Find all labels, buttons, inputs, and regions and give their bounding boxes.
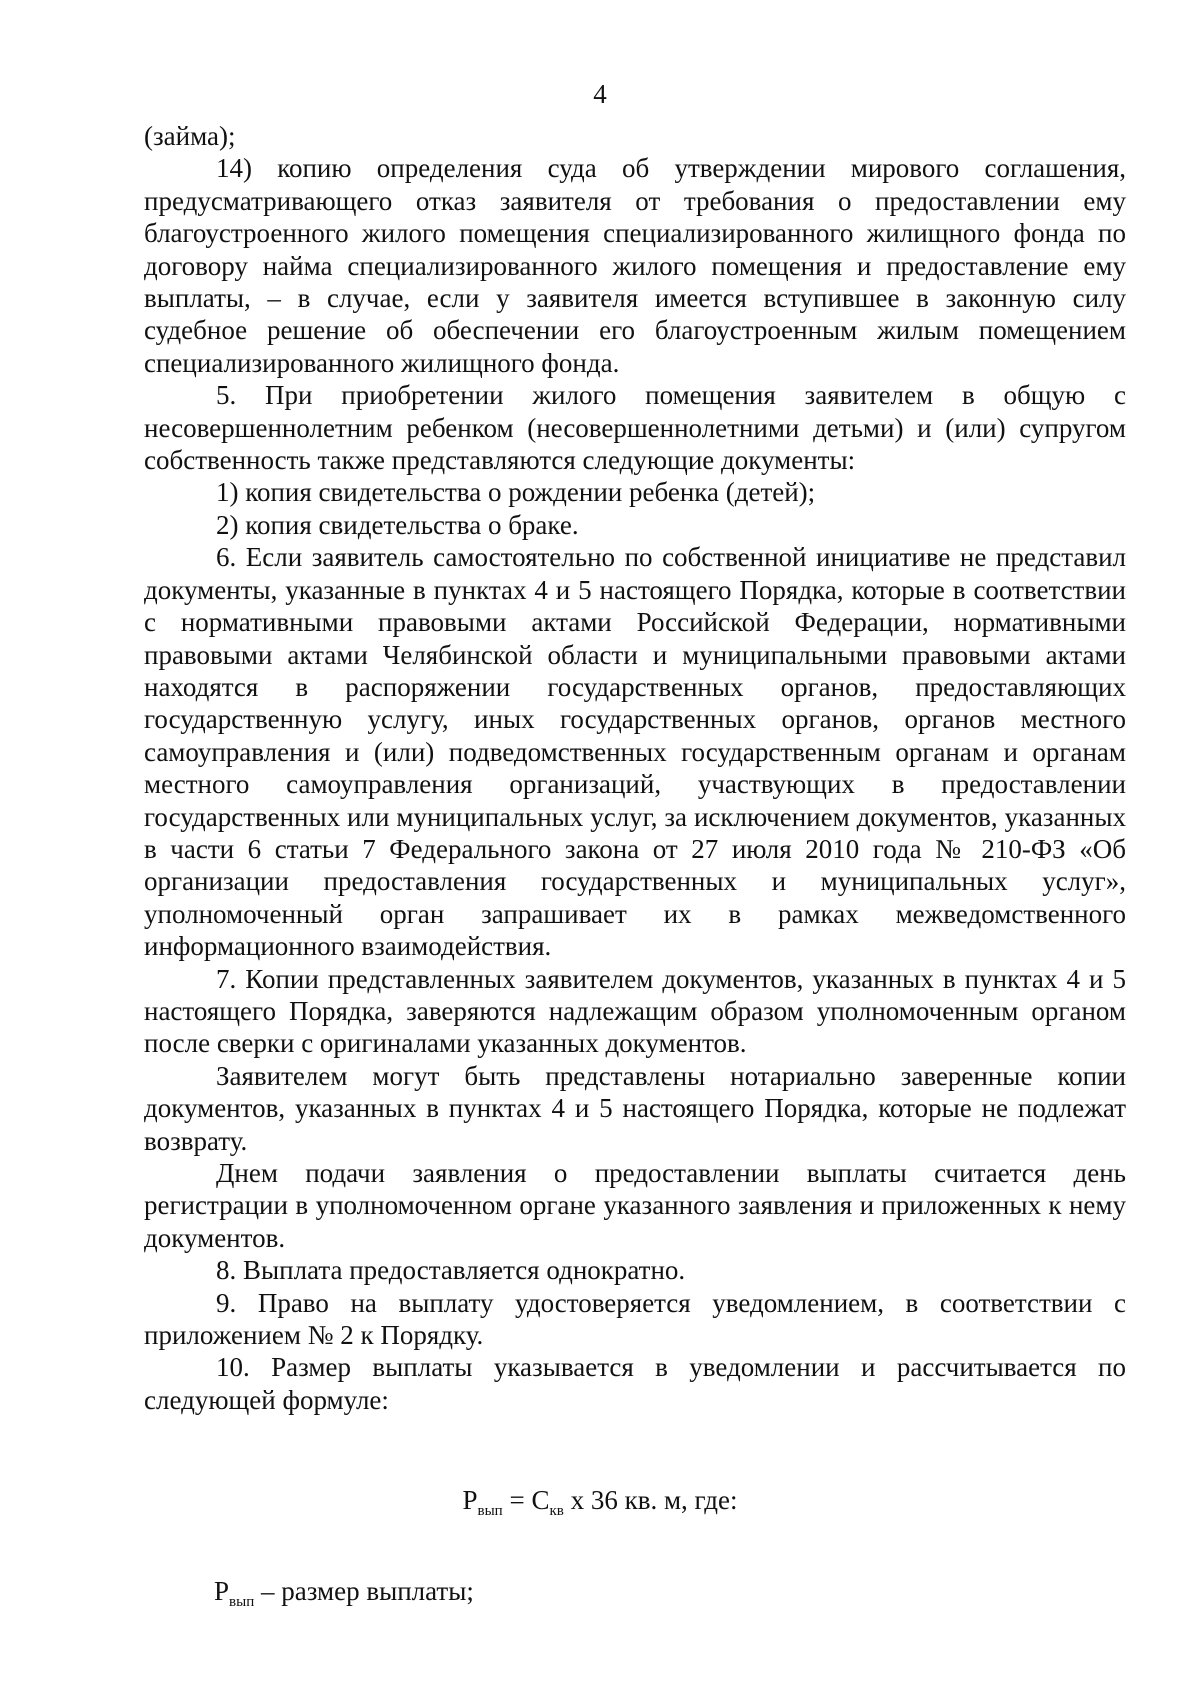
- formula-equals: =: [502, 1485, 532, 1515]
- legend-p-symbol: Р: [214, 1576, 230, 1606]
- paragraph-filing-date: Днем подачи заявления о предоставлении выплаты считается день регистрации в уполномоченном органе указанного заявления и приложенных к нему документов.: [144, 1158, 1126, 1253]
- paragraph-section-5: 5. При приобретении жилого помещения заявителем в общую с несовершеннолетним ребенком (несовершеннолетними детьми) и (или) супругом собственность также представляются следующие документы:: [144, 380, 1126, 476]
- legend-p-subscript: вып: [229, 1594, 255, 1610]
- formula-p-subscript: вып: [477, 1503, 503, 1519]
- payment-formula: [0, 1484, 1200, 1521]
- document-body: [144, 120, 1126, 1416]
- formula-p-symbol: Р: [462, 1485, 478, 1515]
- formula-c-symbol: С: [531, 1485, 550, 1515]
- paragraph-section-8: 8. Выплата предоставляется однократно.: [216, 1255, 686, 1286]
- paragraph-loan-end: (займа);: [144, 121, 236, 151]
- paragraph-section-7: 7. Копии представленных заявителем документов, указанных в пунктах 4 и 5 настоящего Порядка, заверяются надлежащим образом уполномоченным органом после сверки с оригиналами указанных документов.: [144, 963, 1126, 1059]
- paragraph-section-10: 10. Размер выплаты указывается в уведомлении и рассчитывается по следующей формуле:: [144, 1352, 1126, 1415]
- paragraph-list-item-1: 1) копия свидетельства о рождении ребенка (детей);: [216, 477, 816, 508]
- page-number: 4: [593, 79, 607, 109]
- paragraph-section-9: 9. Право на выплату удостоверяется уведомлением, в соответствии с приложением № 2 к Порядку.: [144, 1287, 1126, 1351]
- paragraph-notarized-copies: Заявителем могут быть представлены нотариально заверенные копии документов, указанных в пунктах 4 и 5 настоящего Порядка, которые не подлежат возврату.: [144, 1060, 1126, 1156]
- formula-legend: [214, 1575, 474, 1612]
- legend-text: – размер выплаты;: [254, 1576, 474, 1606]
- paragraph-section-6: 6. Если заявитель самостоятельно по собственной инициативе не представил документы, указанные в пунктах 4 и 5 настоящего Порядка, которые в соответствии с нормативными правовыми актами Российской Федерации, нормативными правовыми актами Челябинской области и муниципальными правовыми актами находятся в распоряжении государственных органов, предоставляющих государственную услугу, иных государственных органов, органов местного самоуправления и (или) подведомственных государственным органам и органам местного самоуправления организаций, участвующих в предоставлении государственных или муниципальных услуг, за исключением документов, указанных в части 6 статьи 7 Федерального закона от 27 июля 2010 года № 210-ФЗ «Об организации предоставления государственных и муниципальных услуг», уполномоченный орган запрашивает их в рамках межведомственного информационного взаимодействия.: [144, 542, 1126, 962]
- formula-rest: х 36 кв. м, где:: [563, 1485, 738, 1515]
- formula-c-subscript: кв: [549, 1503, 564, 1519]
- paragraph-list-item-2: 2) копия свидетельства о браке.: [216, 509, 579, 540]
- paragraph-item-14: 14) копию определения суда об утверждении мирового соглашения, предусматривающего отказ заявителя от требования о предоставлении ему благоустроенного жилого помещения специализированного жилищного фонда по договору найма специализированного жилого помещения и предоставление ему выплаты, – в случае, если у заявителя имеется вступившее в законную силу судебное решение об обеспечении его благоустроенным жилым помещением специализированного жилищного фонда.: [144, 153, 1126, 378]
